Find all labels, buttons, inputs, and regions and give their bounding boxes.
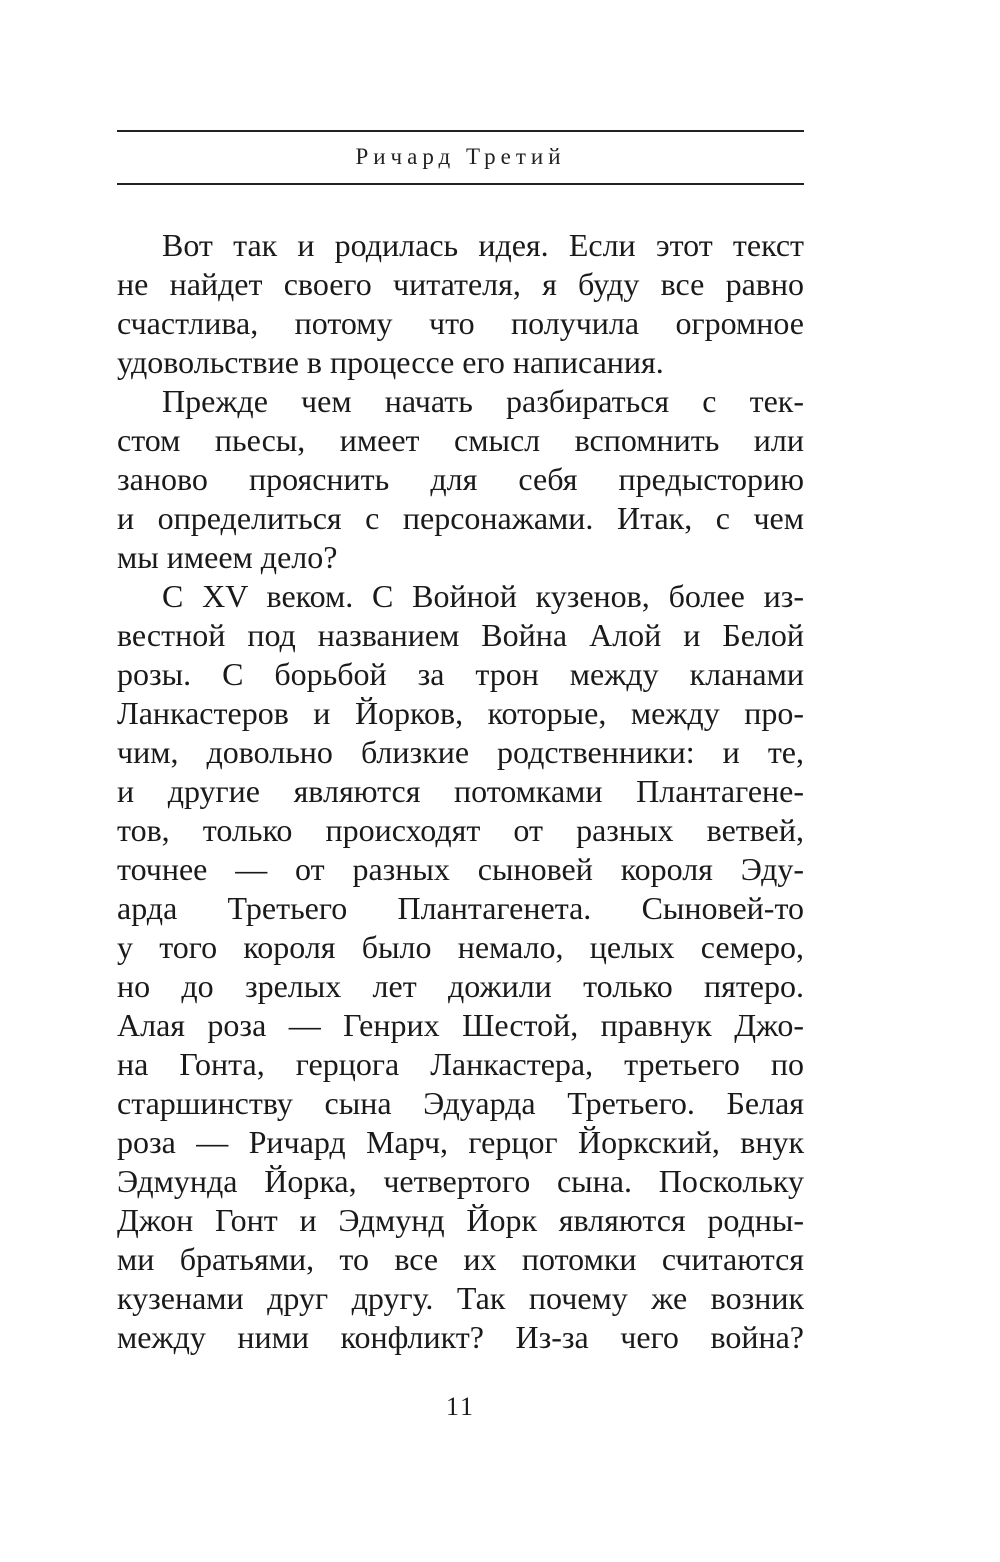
header-rule-bottom	[117, 183, 804, 185]
header-rule-top	[117, 130, 804, 132]
text-line: роза — Ричард Марч, герцог Йоркский, внук	[117, 1124, 804, 1160]
text-line: и определиться с персонажами. Итак, с чем	[117, 500, 804, 536]
running-title: Ричард Третий	[355, 144, 566, 169]
text-line: Вот так и родилась идея. Если этот текст	[162, 227, 804, 263]
text-line: кузенами друг другу. Так почему же возник	[117, 1280, 804, 1316]
text-line: вестной под названием Война Алой и Белой	[117, 617, 804, 653]
text-line: старшинству сына Эдуарда Третьего. Белая	[117, 1085, 804, 1121]
text-line: удовольствие в процессе его написания.	[117, 344, 664, 380]
text-line: тов, только происходят от разных ветвей,	[117, 812, 804, 848]
text-line: чим, довольно близкие родственники: и те,	[117, 734, 804, 770]
text-line: Эдмунда Йорка, четвертого сына. Поскольку	[117, 1163, 804, 1199]
text-line: мы имеем дело?	[117, 539, 338, 575]
text-line: но до зрелых лет дожили только пятеро.	[117, 968, 804, 1004]
text-line: Ланкастеров и Йорков, которые, между про-	[117, 695, 804, 731]
text-line: и другие являются потомками Плантагене-	[117, 773, 804, 809]
text-line: ми братьями, то все их потомки считаются	[117, 1241, 804, 1277]
text-line: между ними конфликт? Из-за чего война?	[117, 1319, 804, 1355]
text-line: Прежде чем начать разбираться с тек-	[162, 383, 804, 419]
text-line: у того короля было немало, целых семеро,	[117, 929, 804, 965]
text-line: заново прояснить для себя предысторию	[117, 461, 804, 497]
text-line: на Гонта, герцога Ланкастера, третьего по	[117, 1046, 804, 1082]
page-number: 11	[445, 1392, 476, 1421]
text-line: не найдет своего читателя, я буду все равно	[117, 266, 804, 302]
body-text	[117, 226, 804, 1357]
text-line: точнее — от разных сыновей короля Эду-	[117, 851, 804, 887]
text-line: счастлива, потому что получила огромное	[117, 305, 804, 341]
text-line: Алая роза — Генрих Шестой, правнук Джо-	[117, 1007, 804, 1043]
text-line: Джон Гонт и Эдмунд Йорк являются родны-	[117, 1202, 804, 1238]
text-line: С XV веком. С Войной кузенов, более из-	[162, 578, 804, 614]
text-line: стом пьесы, имеет смысл вспомнить или	[117, 422, 804, 458]
text-line: розы. С борьбой за трон между кланами	[117, 656, 804, 692]
text-line: арда Третьего Плантагенета. Сыновей-то	[117, 890, 804, 926]
